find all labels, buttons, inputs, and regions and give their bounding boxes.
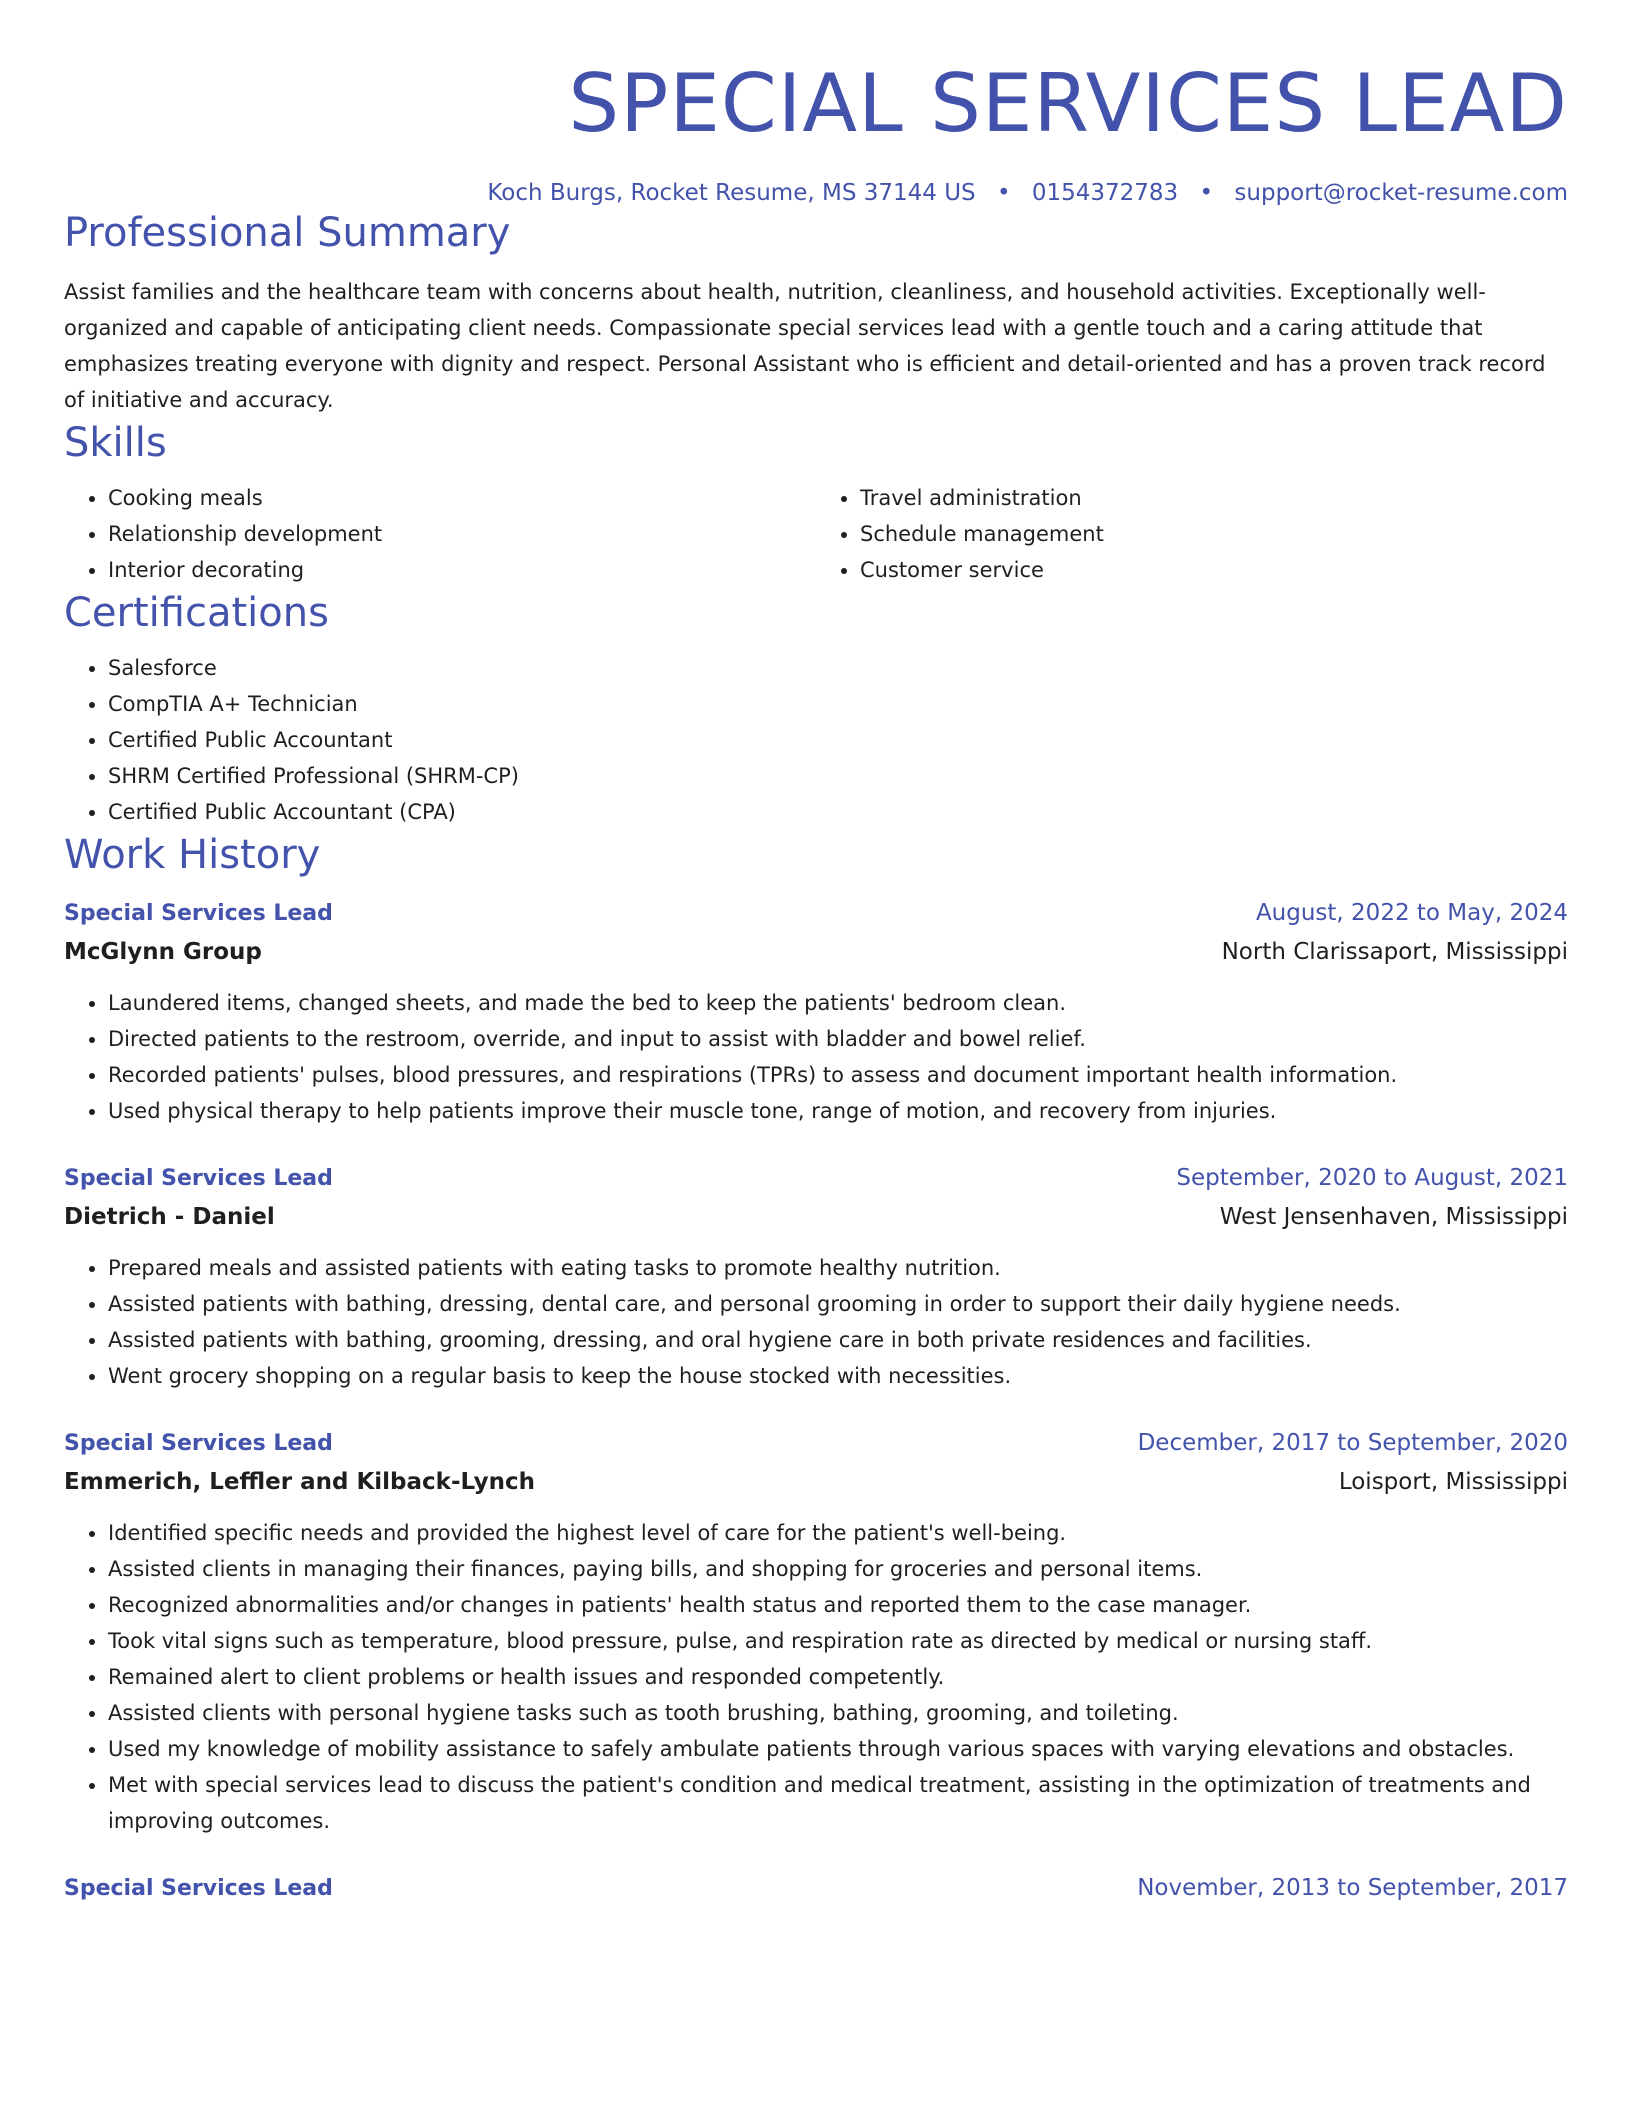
- job-entry: [64, 1159, 1568, 1394]
- certification-item: • CompTIA A+ Technician: [108, 686, 1568, 722]
- certification-item: • SHRM Certified Professional (SHRM-CP): [108, 758, 1568, 794]
- job-entry: [64, 1869, 1568, 1908]
- certifications-heading: Certifications: [64, 590, 329, 636]
- job-duties: [64, 1250, 1568, 1394]
- job-dates: November, 2013 to September, 2017: [1137, 1875, 1568, 1901]
- contact-phone: 0154372783: [1031, 180, 1179, 206]
- resume-title: SPECIAL SERVICES LEAD: [568, 57, 1568, 150]
- duty-item: • Used my knowledge of mobility assistance to safely ambulate patients through various spaces with varying elevations and obstacles.: [108, 1731, 1568, 1767]
- certifications-list: [64, 650, 1568, 830]
- job-dates: December, 2017 to September, 2020: [1137, 1430, 1568, 1456]
- contact-separator: •: [1199, 180, 1214, 206]
- job-dates: September, 2020 to August, 2021: [1176, 1165, 1568, 1191]
- summary-text: Assist families and the healthcare team with concerns about health, nutrition, cleanliness, and household activities. Exceptionally well-organized and capable of anticipating client needs. Compassionate special services lead with a gentle touch and a caring attitude that emphasizes treating everyone with dignity and respect. Personal Assistant who is efficient and detail-oriented and has a proven track record of initiative and accuracy.: [64, 280, 1546, 412]
- duty-item: • Assisted patients with bathing, dressing, dental care, and personal grooming in order to support their daily hygiene needs.: [108, 1286, 1568, 1322]
- duty-item: • Identified specific needs and provided the highest level of care for the patient's well-being.: [108, 1515, 1568, 1551]
- job-company: Dietrich - Daniel: [64, 1204, 275, 1230]
- summary-heading: Professional Summary: [64, 210, 511, 256]
- contact-separator: •: [996, 180, 1011, 206]
- duty-item: • Took vital signs such as temperature, blood pressure, pulse, and respiration rate as directed by medical or nursing staff.: [108, 1623, 1568, 1659]
- work-history-heading: Work History: [64, 832, 321, 878]
- job-title: Special Services Lead: [64, 1876, 333, 1901]
- skill-item: • Cooking meals: [108, 480, 816, 516]
- duty-item: • Laundered items, changed sheets, and made the bed to keep the patients' bedroom clean.: [108, 985, 1568, 1021]
- skill-item: • Relationship development: [108, 516, 816, 552]
- job-title: Special Services Lead: [64, 1166, 333, 1191]
- skills-column-right: [816, 480, 1568, 588]
- skill-item: • Schedule management: [860, 516, 1568, 552]
- duty-item: • Assisted clients in managing their finances, paying bills, and shopping for groceries and personal items.: [108, 1551, 1568, 1587]
- duty-item: • Remained alert to client problems or health issues and responded competently.: [108, 1659, 1568, 1695]
- duty-item: • Recorded patients' pulses, blood pressures, and respirations (TPRs) to assess and document important health information.: [108, 1057, 1568, 1093]
- contact-email: support@rocket-resume.com: [1234, 180, 1568, 206]
- duty-item: • Went grocery shopping on a regular basis to keep the house stocked with necessities.: [108, 1358, 1568, 1394]
- certification-item: • Certified Public Accountant (CPA): [108, 794, 1568, 830]
- duty-item: • Used physical therapy to help patients improve their muscle tone, range of motion, and recovery from injuries.: [108, 1093, 1568, 1129]
- contact-line: [64, 178, 1568, 208]
- certification-item: • Salesforce: [108, 650, 1568, 686]
- job-location: West Jensenhaven, Mississippi: [1219, 1204, 1568, 1230]
- duty-item: • Met with special services lead to discuss the patient's condition and medical treatment, assisting in the optimization of treatments and improving outcomes.: [108, 1767, 1568, 1839]
- duty-item: • Prepared meals and assisted patients with eating tasks to promote healthy nutrition.: [108, 1250, 1568, 1286]
- job-location: North Clarissaport, Mississippi: [1221, 939, 1568, 965]
- skills-column-left: [64, 480, 816, 588]
- duty-item: • Assisted clients with personal hygiene tasks such as tooth brushing, bathing, grooming, and toileting.: [108, 1695, 1568, 1731]
- duty-item: • Assisted patients with bathing, grooming, dressing, and oral hygiene care in both private residences and facilities.: [108, 1322, 1568, 1358]
- job-entry: [64, 1424, 1568, 1839]
- skill-item: • Travel administration: [860, 480, 1568, 516]
- skill-item: • Interior decorating: [108, 552, 816, 588]
- skills-list: [64, 480, 1568, 588]
- job-company: Emmerich, Leffler and Kilback-Lynch: [64, 1469, 535, 1495]
- job-company: McGlynn Group: [64, 939, 262, 965]
- skill-item: • Customer service: [860, 552, 1568, 588]
- duty-item: • Recognized abnormalities and/or changes in patients' health status and reported them to the case manager.: [108, 1587, 1568, 1623]
- certification-item: • Certified Public Accountant: [108, 722, 1568, 758]
- job-duties: [64, 1515, 1568, 1839]
- skills-heading: Skills: [64, 420, 167, 466]
- duty-item: • Directed patients to the restroom, override, and input to assist with bladder and bowel relief.: [108, 1021, 1568, 1057]
- job-title: Special Services Lead: [64, 1431, 333, 1456]
- job-dates: August, 2022 to May, 2024: [1255, 900, 1568, 926]
- job-duties: [64, 985, 1568, 1129]
- job-title: Special Services Lead: [64, 901, 333, 926]
- job-entry: [64, 894, 1568, 1129]
- job-location: Loisport, Mississippi: [1338, 1469, 1568, 1495]
- contact-address: Koch Burgs, Rocket Resume, MS 37144 US: [487, 180, 976, 206]
